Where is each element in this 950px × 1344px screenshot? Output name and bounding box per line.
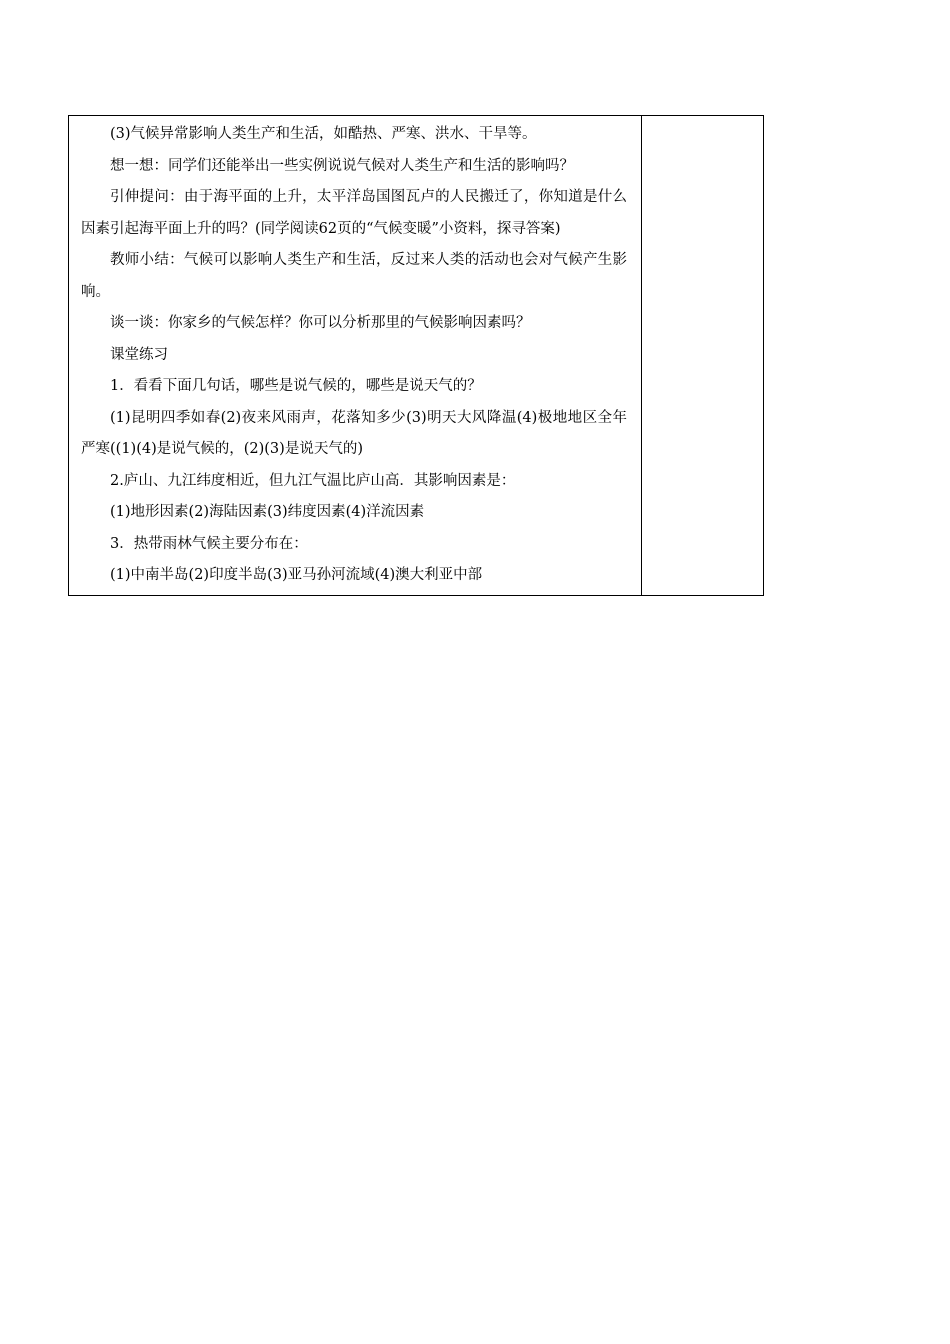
exercise-1-question: 1．看看下面几句话，哪些是说气候的，哪些是说天气的？ (110, 378, 482, 394)
exercise-1-options: (1)昆明四季如春(2)夜来风雨声，花落知多少(3)明天大风降温(4)极地地区全年严寒((1)(4)是说气候的，(2)(3)是说天气的) (81, 409, 627, 457)
paragraph-teacher-summary: 教师小结：气候可以影响人类生产和生活，反过来人类的活动也会对气候产生影响。 (81, 252, 627, 300)
paragraph-discussion: 谈一谈：你家乡的气候怎样？你可以分析那里的气候影响因素吗？ (110, 315, 531, 331)
lesson-content (69, 116, 641, 595)
notes-cell (642, 116, 764, 596)
paragraph-climate-anomaly: (3)气候异常影响人类生产和生活，如酷热、严寒、洪水、干旱等。 (110, 126, 537, 142)
paragraph-extended-question: 引伸提问：由于海平面的上升，太平洋岛国图瓦卢的人民搬迁了，你知道是什么因素引起海平面上升的吗？(同学阅读62页的“气候变暖”小资料，探寻答案) (81, 189, 627, 237)
section-heading-classroom-practice: 课堂练习 (110, 346, 168, 363)
lesson-table (68, 115, 764, 596)
exercise-3-question: 3．热带雨林气候主要分布在： (110, 535, 308, 552)
exercise-2-question: 2.庐山、九江纬度相近，但九江气温比庐山高．其影响因素是： (110, 472, 516, 489)
exercise-3-options: (1)中南半岛(2)印度半岛(3)亚马孙河流域(4)澳大利亚中部 (110, 567, 483, 583)
lesson-content-cell (69, 116, 642, 596)
exercise-2-options: (1)地形因素(2)海陆因素(3)纬度因素(4)洋流因素 (110, 504, 425, 520)
table-row (69, 116, 764, 596)
paragraph-think: 想一想：同学们还能举出一些实例说说气候对人类生产和生活的影响吗？ (110, 157, 574, 174)
